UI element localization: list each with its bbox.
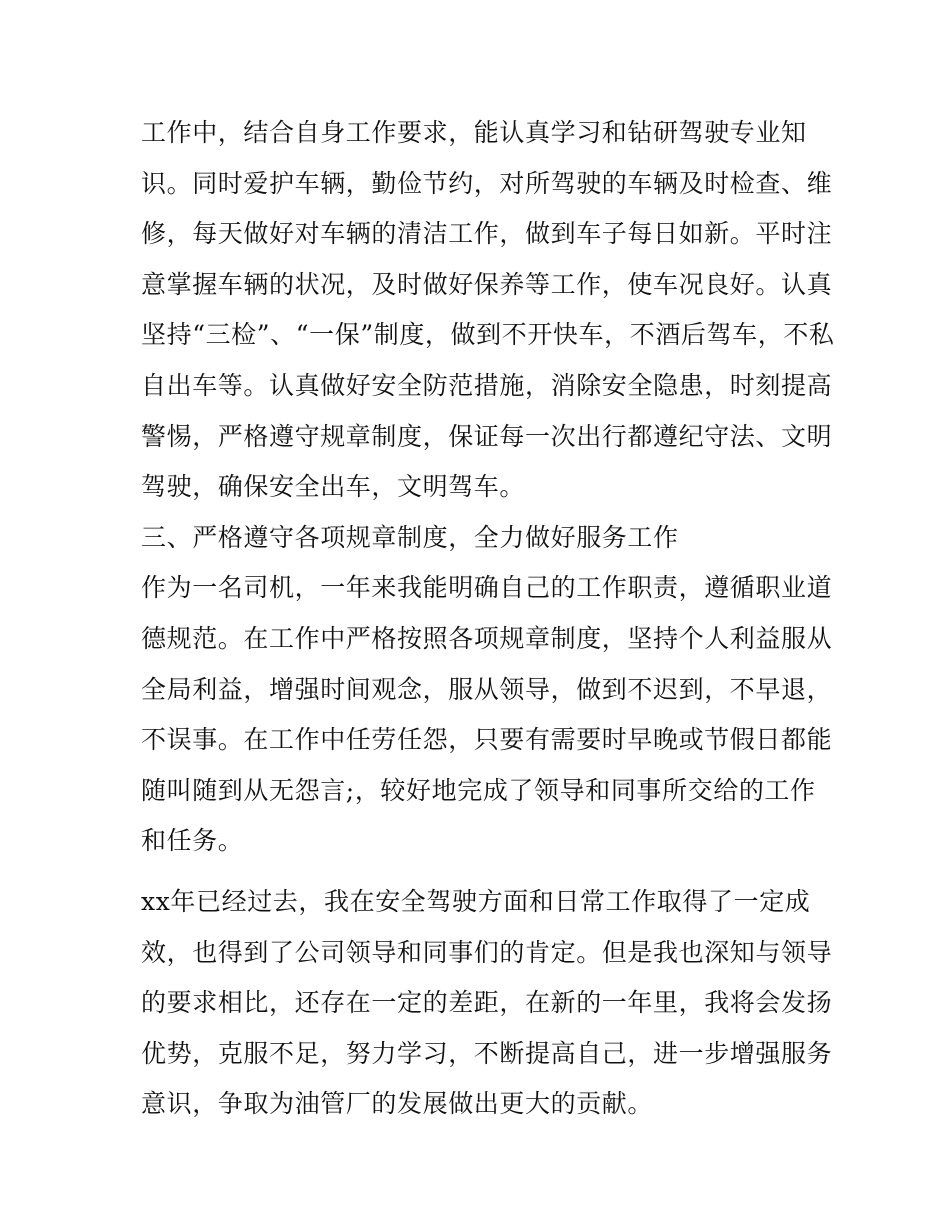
text-line: 的要求相比，还存在一定的差距，在新的一年里，我将会发扬 [141,988,833,1018]
text-line: xx年已经过去，我在安全驾驶方面和日常工作取得了一定成 [141,886,811,916]
text-line: 不误事。在工作中任劳任怨，只要有需要时早晚或节假日都能 [141,725,833,755]
text-line: 意识，争取为油管厂的发展做出更大的贡献。 [141,1089,654,1119]
section-heading: 三、严格遵守各项规章制度，全力做好服务工作 [141,522,679,552]
text-line: 自出车等。认真做好安全防范措施，消除安全隐患，时刻提高 [141,370,833,400]
text-line: 驾驶，确保安全出车，文明驾车。 [141,472,526,502]
text-line: 全局利益，增强时间观念，服从领导，做到不迟到，不早退， [141,674,833,704]
text-line: 优势，克服不足，努力学习，不断提高自己，进一步增强服务 [141,1038,833,1068]
text-line: 德规范。在工作中严格按照各项规章制度，坚持个人利益服从 [141,623,833,653]
text-line: 和任务。 [141,826,244,856]
text-line: 工作中，结合自身工作要求，能认真学习和钻研驾驶专业知 [141,118,807,147]
text-line: 作为一名司机，一年来我能明确自己的工作职责，遵循职业道 [141,573,833,603]
text-line: 识。同时爱护车辆，勤俭节约，对所驾驶的车辆及时检查、维 [141,168,833,198]
text-line: 意掌握车辆的状况，及时做好保养等工作，使车况良好。认真 [141,269,833,299]
text-line: 坚持“三检”、“一保”制度，做到不开快车，不酒后驾车，不私 [141,320,835,350]
text-line: 效，也得到了公司领导和同事们的肯定。但是我也深知与领导 [141,937,833,967]
text-line: 修，每天做好对车辆的清洁工作，做到车子每日如新。平时注 [141,219,833,249]
document-body [141,108,835,1130]
text-line: 随叫随到从无怨言;，较好地完成了领导和同事所交给的工作 [141,775,816,805]
text-line: 警惕，严格遵守规章制度，保证每一次出行都遵纪守法、文明 [141,421,833,451]
